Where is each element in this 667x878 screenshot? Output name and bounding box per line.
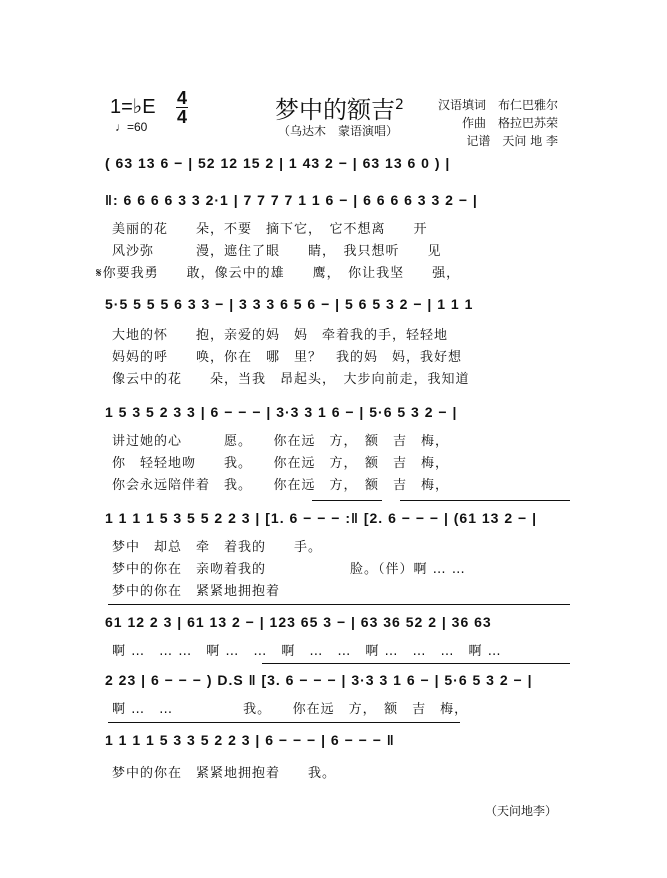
key-signature: 1=♭E: [110, 96, 156, 118]
credits: [438, 96, 558, 150]
song-subtitle: （乌达木 蒙语演唱）: [278, 124, 399, 138]
lyric-line-3-verse-1: 大地的怀 抱，亲爱的妈 妈 牵着我的手，轻轻地: [112, 328, 449, 343]
time-signature-top: 4: [176, 88, 187, 108]
notation-line-7: 2 23 | 6 − − − ) D.S ‖ [3. 6 − − − | 3·3 3 1 6 − | 5·6 5 3 2 − |: [105, 672, 533, 688]
credit-composer: 作曲 格拉巴苏荣: [462, 116, 559, 130]
lyric-line-4-verse-1: 讲过她的心 愿。 你在远 方， 额 吉 梅，: [112, 434, 450, 449]
notation-line-6: 61 12 2 3 | 61 13 2 − | 123 65 3 − | 63 36 52 2 | 36 63: [105, 614, 492, 630]
lyric-line-4-verse-3: 你会永远陪伴着 我。 你在远 方， 额 吉 梅，: [112, 478, 450, 493]
time-signature: [176, 90, 188, 125]
time-signature-bottom: 4: [176, 107, 187, 127]
lyric-line-5-verse-3: 梦中的你在 紧紧地拥抱着: [112, 584, 281, 599]
notation-line-3: 5·5 5 5 5 6 3 3 − | 3 3 3 6 5 6 − | 5 6 5 3 2 − | 1 1 1: [105, 296, 474, 312]
notation-line-4: 1 5 3 5 2 3 3 | 6 − − − | 3·3 3 1 6 − | 5·6 5 3 2 − |: [105, 404, 458, 420]
lyric-line-5-verse-2: 梦中的你在 亲吻着我的 脸。（伴）啊 … …: [112, 562, 466, 577]
lyric-line-6: 啊 … … … 啊 … … 啊 … … 啊 … … … 啊 …: [112, 644, 502, 659]
lyric-line-5-verse-1: 梦中 却总 牵 着我的 手。: [112, 540, 323, 555]
credit-transcriber: 记谱 天问 地 李: [466, 134, 559, 148]
notation-line-2: ‖: 6 6 6 6 3 3 2·1 | 7 7 7 7 1 1 6 − | 6 6 6 6 3 3 2 − |: [105, 192, 478, 208]
notation-line-5: 1 1 1 1 5 3 5 5 2 2 3 | [1. 6 − − − :‖ [2. 6 − − − | (61 13 2 − |: [105, 510, 538, 526]
song-title: [275, 90, 404, 125]
lyric-line-4-verse-2: 你 轻轻地吻 我。 你在远 方， 额 吉 梅，: [112, 456, 450, 471]
lyric-line-2-verse-1: 美丽的花 朵，不要 摘下它， 它不想离 开: [112, 222, 428, 237]
notation-line-1: ( 63 13 6 − | 52 12 15 2 | 1 43 2 − | 63 13 6 0 ) |: [105, 155, 451, 171]
transcriber-signature: （天问地李）: [485, 804, 558, 818]
title-text: 梦中的额吉: [275, 96, 395, 124]
lyric-line-8: 梦中的你在 紧紧地拥抱着 我。: [112, 766, 337, 781]
credit-lyrics: 汉语填词 布仁巴雅尔: [438, 98, 559, 112]
lyric-line-2-verse-2: 风沙弥 漫，遮住了眼 睛， 我只想听 见: [112, 244, 442, 259]
title-superscript: 2: [395, 97, 404, 113]
lyric-line-2-verse-3: 𝄋你要我勇 敢，像云中的雄 鹰， 你让我坚 强，: [96, 266, 461, 281]
notation-line-8: 1 1 1 1 5 3 3 5 2 2 3 | 6 − − − | 6 − − − ‖: [105, 732, 395, 748]
lyric-line-7: 啊 … … 我。 你在远 方， 额 吉 梅，: [112, 702, 469, 717]
tempo-marking: ♩=60: [115, 120, 148, 134]
lyric-line-3-verse-2: 妈妈的呼 唤，你在 哪 里？ 我的妈 妈，我好想: [112, 350, 463, 365]
lyric-line-3-verse-3: 像云中的花 朵，当我 昂起头， 大步向前走，我知道: [112, 372, 470, 387]
